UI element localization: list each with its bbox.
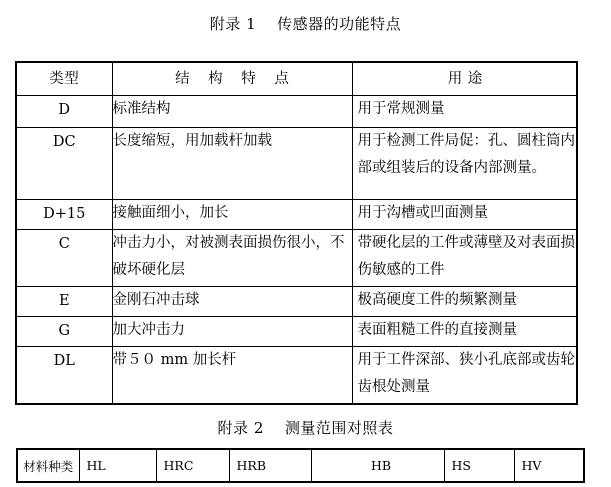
appendix1-title: 附录 1 传感器的功能特点 xyxy=(209,15,402,33)
table-row xyxy=(17,229,578,286)
header-cell-hrb: HRB xyxy=(229,450,311,481)
table-row xyxy=(17,127,578,199)
row-use: 用于沟槽或凹面测量 xyxy=(352,199,578,229)
header-structure-text: 结 构 特 点 xyxy=(175,71,296,87)
table-row xyxy=(17,286,578,316)
row-structure: 金刚石冲击球 xyxy=(112,286,352,316)
row-use: 用于常规测量 xyxy=(352,95,578,127)
header-cell-hrc: HRC xyxy=(156,450,229,481)
header-cell-hl: HL xyxy=(79,450,156,481)
table-row xyxy=(17,316,578,346)
row-type: G xyxy=(17,316,112,346)
row-use: 极高硬度工件的频繁测量 xyxy=(352,286,578,316)
row-type: DL xyxy=(17,346,112,403)
row-structure: 接触面细小，加长 xyxy=(112,199,352,229)
table-row xyxy=(17,199,578,229)
appendix2-table xyxy=(16,448,585,483)
row-type: E xyxy=(17,286,112,316)
appendix2-title: 附录 2 测量范围对照表 xyxy=(217,419,394,437)
row-structure: 长度缩短，用加载杆加载 xyxy=(112,127,352,199)
header-cell-material: 材料种类 xyxy=(23,458,74,474)
table-row xyxy=(17,95,578,127)
row-type: D xyxy=(17,95,112,127)
row-use: 用于工件深部、狭小孔底部或齿轮齿根处测量 xyxy=(352,346,578,403)
row-type: C xyxy=(17,229,112,286)
row-structure: 标准结构 xyxy=(112,95,352,127)
row-structure: 冲击力小，对被测表面损伤很小，不破坏硬化层 xyxy=(112,229,352,286)
header-cell-structure xyxy=(112,63,352,95)
row-structure: 带５０ mm 加长杆 xyxy=(112,346,352,403)
header-cell-hs: HS xyxy=(444,450,514,481)
header-cell-hb: HB xyxy=(311,450,444,481)
table-row xyxy=(17,346,578,403)
header-cell-use: 用 途 xyxy=(352,63,578,95)
table-header-row xyxy=(17,63,578,95)
row-type: DC xyxy=(17,127,112,199)
row-type: D+15 xyxy=(17,199,112,229)
row-structure: 加大冲击力 xyxy=(112,316,352,346)
header-cell-type: 类型 xyxy=(17,63,112,95)
appendix1-table xyxy=(15,61,578,405)
table-header-row xyxy=(18,450,583,481)
row-use: 表面粗糙工件的直接测量 xyxy=(352,316,578,346)
row-use: 带硬化层的工件或薄壁及对表面损伤敏感的工件 xyxy=(352,229,578,286)
row-use: 用于检测工件局促：孔、圆柱筒内部或组装后的设备内部测量。 xyxy=(352,127,578,199)
header-cell-hv: HV xyxy=(514,450,583,481)
